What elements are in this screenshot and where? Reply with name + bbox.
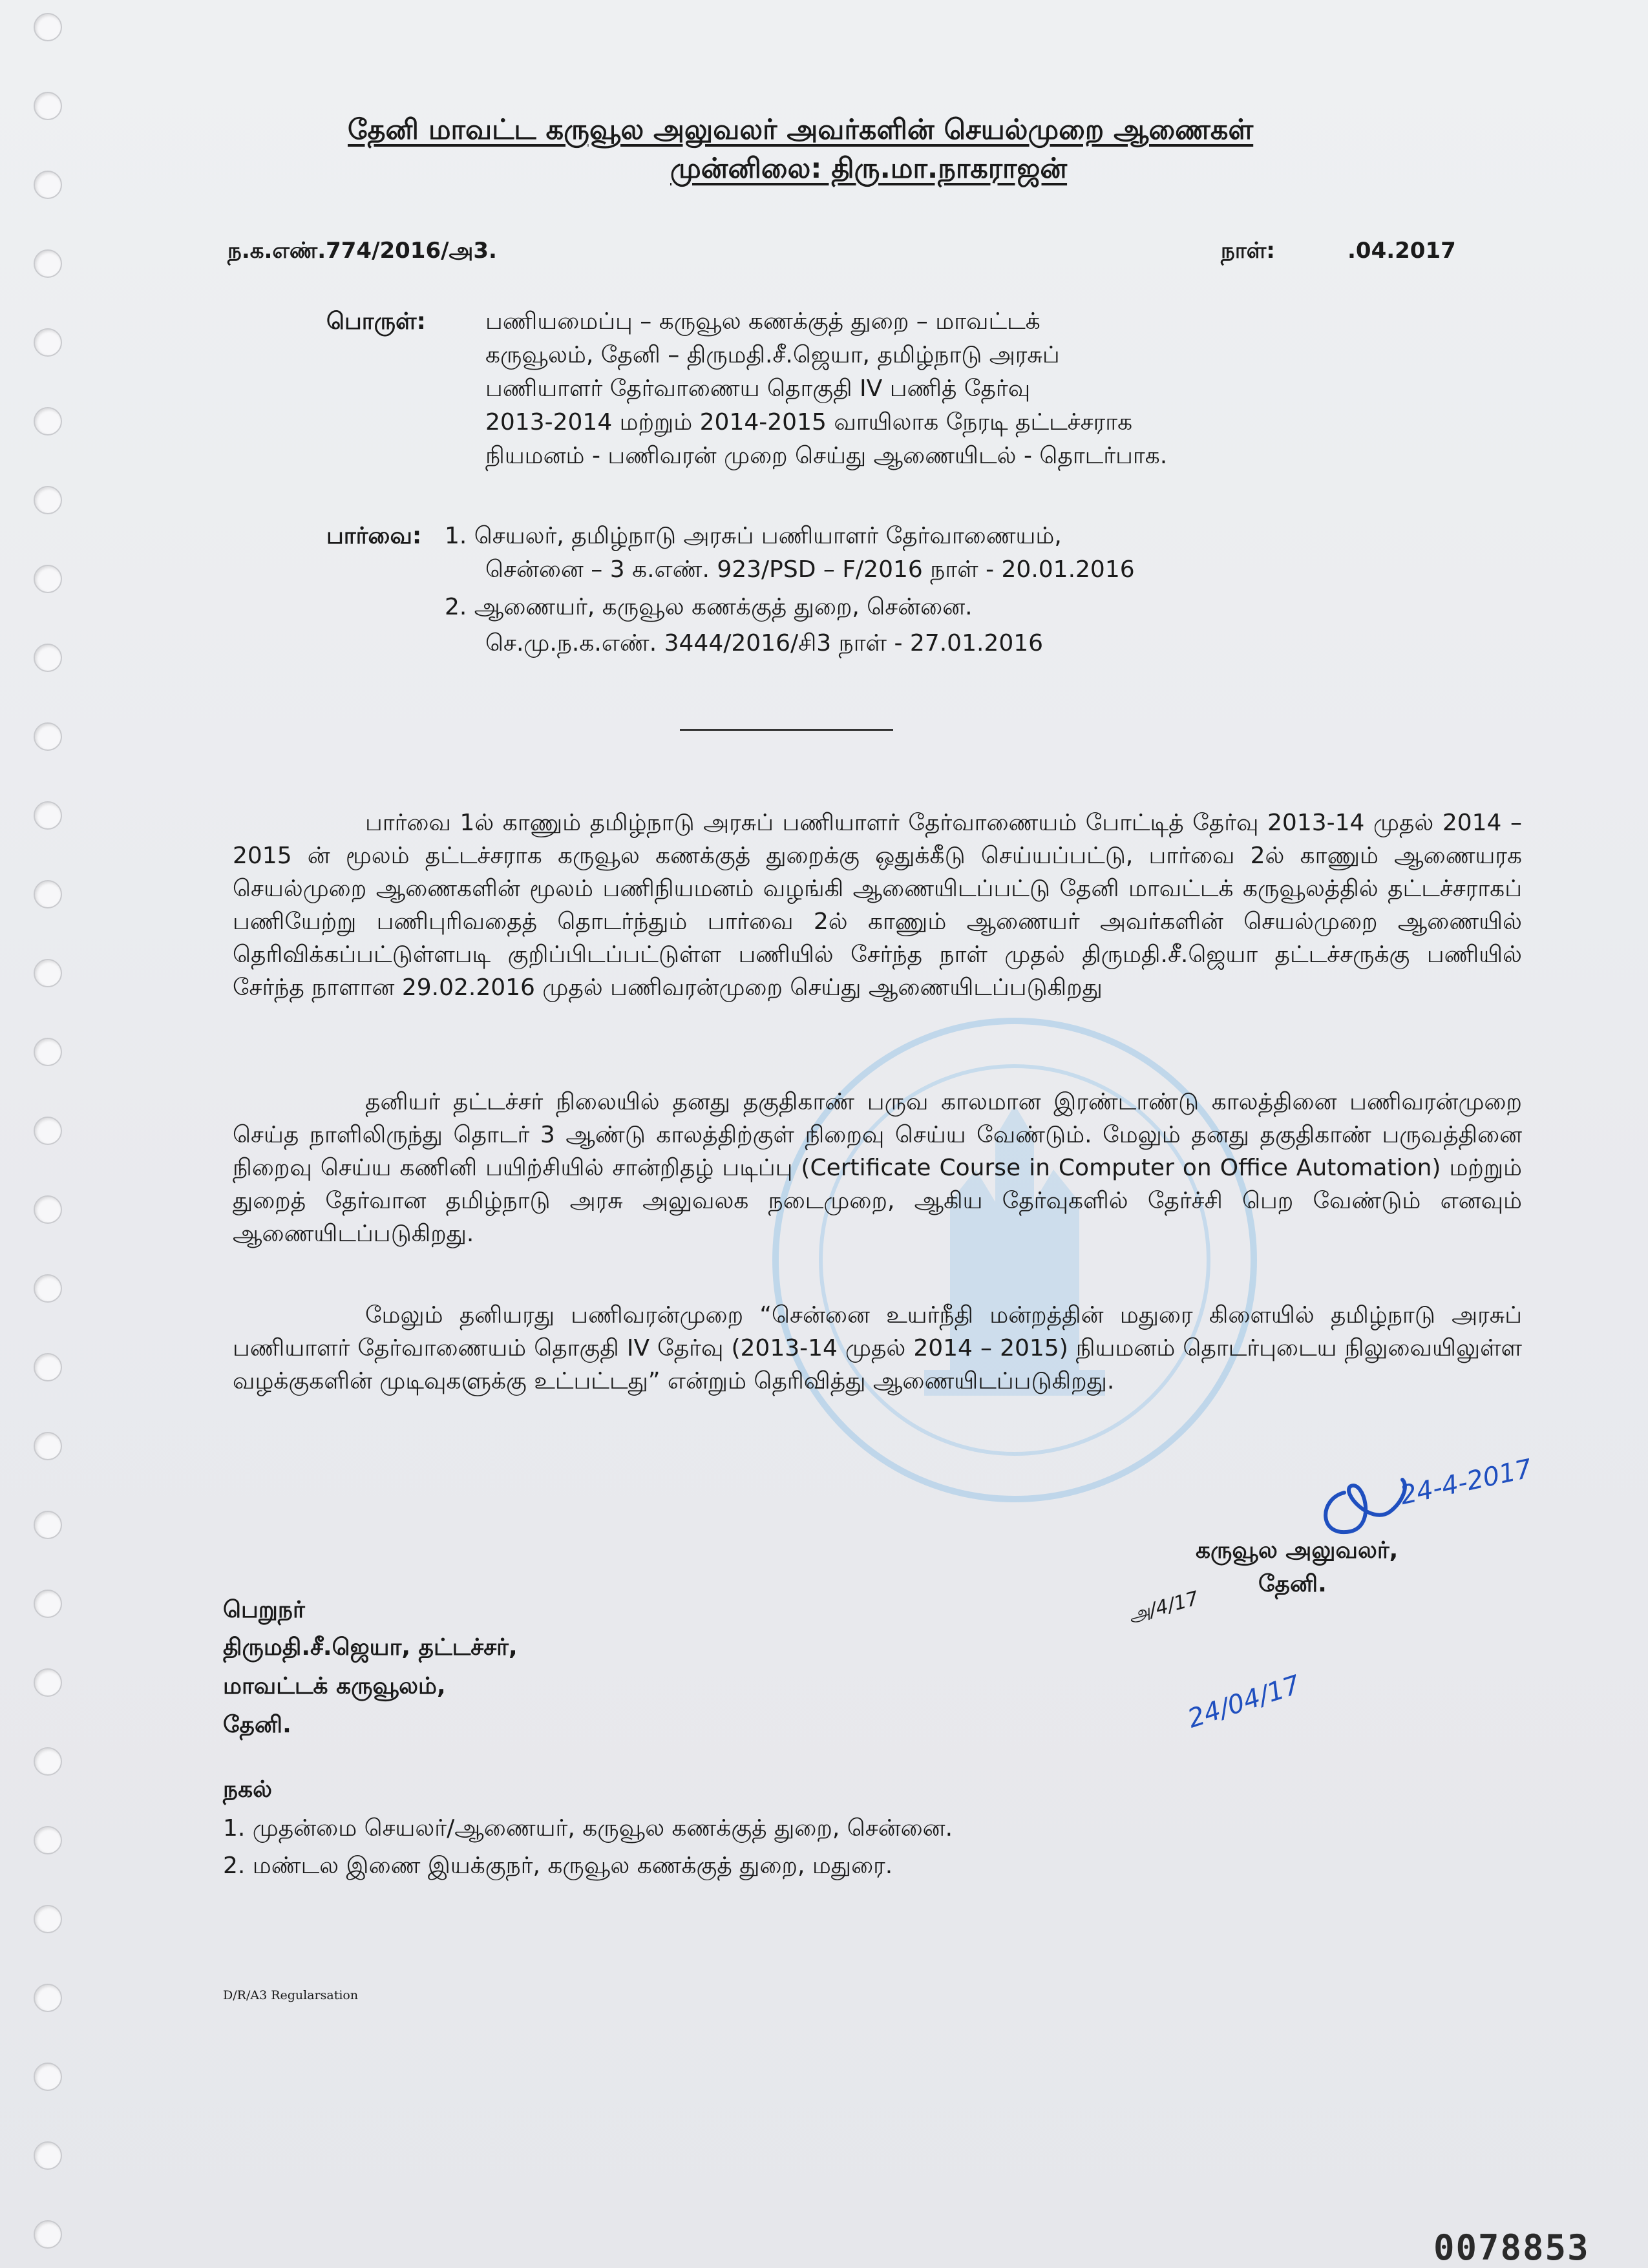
- binder-holes: [34, 0, 72, 2268]
- binder-hole: [34, 92, 62, 120]
- binder-hole: [34, 1432, 62, 1460]
- reference-line: சென்னை – 3 க.எண். 923/PSD – F/2016 நாள் - 20.01.2016: [485, 556, 1135, 583]
- binder-hole: [34, 1668, 62, 1697]
- copy-line: 2. மண்டல இணை இயக்குநர், கருவூல கணக்குத் துறை, மதுரை.: [223, 1853, 893, 1879]
- recipient-line: தேனி.: [223, 1712, 291, 1738]
- binder-hole: [34, 1117, 62, 1145]
- body-paragraph-2: தனியர் தட்டச்சர் நிலையில் தனது தகுதிகாண் பருவ காலமான இரண்டாண்டு காலத்தினை பணிவரன்முறை செய்த நாளிலிருந்து தொடர் 3 ஆண்டு காலத்திற்குள் நிறைவு செய்ய வேண்டும். மேலும் தனது தகுதிகாண் பருவத்தினை நிறைவு செய்ய கணினி பயிற்சியில் சான்றிதழ் படிப்பு (Certificate Course in Computer on Office Automation) மற்றும் துறைத் தேர்வான தமிழ்நாடு அரசு அலுவலக நடைமுறை, ஆகிய தேர்வுகளில் தேர்ச்சி பெற வேண்டும் எனவும் ஆணையிடப்படுகிறது.: [233, 1089, 1522, 1247]
- initial-note: 24/04/17: [1184, 1670, 1304, 1734]
- serial-number: 0078853: [1433, 2227, 1590, 2268]
- initial-note: அ/4/17: [1126, 1587, 1201, 1628]
- body-paragraph-1: பார்வை 1ல் காணும் தமிழ்நாடு அரசுப் பணியாளர் தேர்வாணையம் போட்டித் தேர்வு 2013-14 முதல் 2014 – 2015 ன் மூலம் தட்டச்சராக கருவூல கணக்குத் துறைக்கு ஒதுக்கீடு செய்யப்பட்டு, பார்வை 2ல் காணும் ஆணையரக செயல்முறை ஆணைகளின் மூலம் பணிநியமனம் வழங்கி ஆணையிடப்பட்டு தேனி மாவட்டக் கருவூலத்தில் தட்டச்சராகப் பணியேற்று பணிபுரிவதைத் தொடர்ந்தும் பார்வை 2ல் காணும் ஆணையர் அவர்களின் செயல்முறை ஆணையில் தெரிவிக்கப்பட்டுள்ளபடி குறிப்பிடப்பட்டுள்ள பணியில் சேர்ந்த நாள் முதல் திருமதி.சீ.ஜெயா தட்டச்சருக்கு பணியில் சேர்ந்த நாளான 29.02.2016 முதல் பணிவரன்முறை செய்து ஆணையிடப்படுகிறது: [233, 810, 1522, 1001]
- recipient-line: மாவட்டக் கருவூலம்,: [223, 1673, 446, 1699]
- signature-date: 24-4-2017: [1397, 1453, 1535, 1511]
- binder-hole: [34, 801, 62, 830]
- reference-line: செ.மு.ந.க.எண். 3444/2016/சி3 நாள் - 27.01.2016: [485, 630, 1044, 656]
- subject-line: 2013-2014 மற்றும் 2014-2015 வாயிலாக நேரடி தட்டச்சராக: [485, 409, 1133, 436]
- date-label: நாள்:: [1221, 238, 1275, 264]
- subject-line: பணியாளர் தேர்வாணைய தொகுதி IV பணித் தேர்வு: [485, 375, 1031, 402]
- binder-hole: [34, 13, 62, 41]
- binder-hole: [34, 486, 62, 514]
- date-value: .04.2017: [1347, 238, 1456, 264]
- subject-line: கருவூலம், தேனி – திருமதி.சீ.ஜெயா, தமிழ்நாடு அரசுப்: [485, 342, 1060, 368]
- copy-line: 1. முதன்மை செயலர்/ஆணையர், கருவூல கணக்குத் துறை, சென்னை.: [223, 1815, 953, 1842]
- seal-stamp: [763, 1008, 1267, 1512]
- binder-hole: [34, 1747, 62, 1776]
- file-code: D/R/A3 Regularsation: [223, 1988, 359, 2002]
- binder-hole: [34, 1038, 62, 1066]
- reference-line: 2. ஆணையர், கருவூல கணக்குத் துறை, சென்னை.: [445, 594, 973, 620]
- binder-hole: [34, 2141, 62, 2170]
- binder-hole: [34, 2220, 62, 2249]
- binder-hole: [34, 565, 62, 593]
- binder-hole: [34, 1984, 62, 2012]
- binder-hole: [34, 959, 62, 987]
- binder-hole: [34, 2063, 62, 2091]
- binder-hole: [34, 407, 62, 436]
- binder-hole: [34, 880, 62, 908]
- binder-hole: [34, 722, 62, 751]
- binder-hole: [34, 1353, 62, 1381]
- subject-label: பொருள்:: [326, 308, 426, 335]
- reference-number: ந.க.எண்.774/2016/அ3.: [227, 238, 497, 264]
- binder-hole: [34, 171, 62, 199]
- recipient-line: திருமதி.சீ.ஜெயா, தட்டச்சர்,: [223, 1634, 518, 1661]
- recipient-label: பெறுநர்: [223, 1597, 305, 1623]
- subject-line: பணியமைப்பு – கருவூல கணக்குத் துறை – மாவட்டக்: [485, 308, 1041, 335]
- reference-line: 1. செயலர், தமிழ்நாடு அரசுப் பணியாளர் தேர்வாணையம்,: [445, 523, 1062, 549]
- page-subtitle: முன்னிலை: திரு.மா.நாகராஜன்: [670, 152, 1068, 185]
- signatory-title: கருவூல அலுவலர்,: [1196, 1537, 1399, 1564]
- binder-hole: [34, 1274, 62, 1303]
- body-paragraph-3: மேலும் தனியரது பணிவரன்முறை “சென்னை உயர்நீதி மன்றத்தின் மதுரை கிளையில் தமிழ்நாடு அரசுப் பணியாளர் தேர்வாணையம் தொகுதி IV தேர்வு (2013-14 முதல் 2014 – 2015) நியமனம் தொடர்புடைய நிலுவையிலுள்ள வழக்குகளின் முடிவுகளுக்கு உட்பட்டது” என்றும் தெரிவித்து ஆணையிடப்படுகிறது.: [233, 1302, 1522, 1394]
- page-title: தேனி மாவட்ட கருவூல அலுவலர் அவர்களின் செயல்முறை ஆணைகள்: [348, 114, 1254, 146]
- binder-hole: [34, 1590, 62, 1618]
- separator-line: [680, 729, 893, 731]
- signatory-place: தேனி.: [1258, 1571, 1327, 1597]
- binder-hole: [34, 1511, 62, 1539]
- binder-hole: [34, 1195, 62, 1224]
- binder-hole: [34, 249, 62, 278]
- binder-hole: [34, 328, 62, 357]
- subject-line: நியமனம் - பணிவரன் முறை செய்து ஆணையிடல் - தொடர்பாக.: [485, 443, 1168, 469]
- binder-hole: [34, 1826, 62, 1854]
- binder-hole: [34, 1905, 62, 1933]
- references-label: பார்வை:: [326, 523, 422, 549]
- binder-hole: [34, 644, 62, 672]
- copy-label: நகல்: [223, 1776, 273, 1803]
